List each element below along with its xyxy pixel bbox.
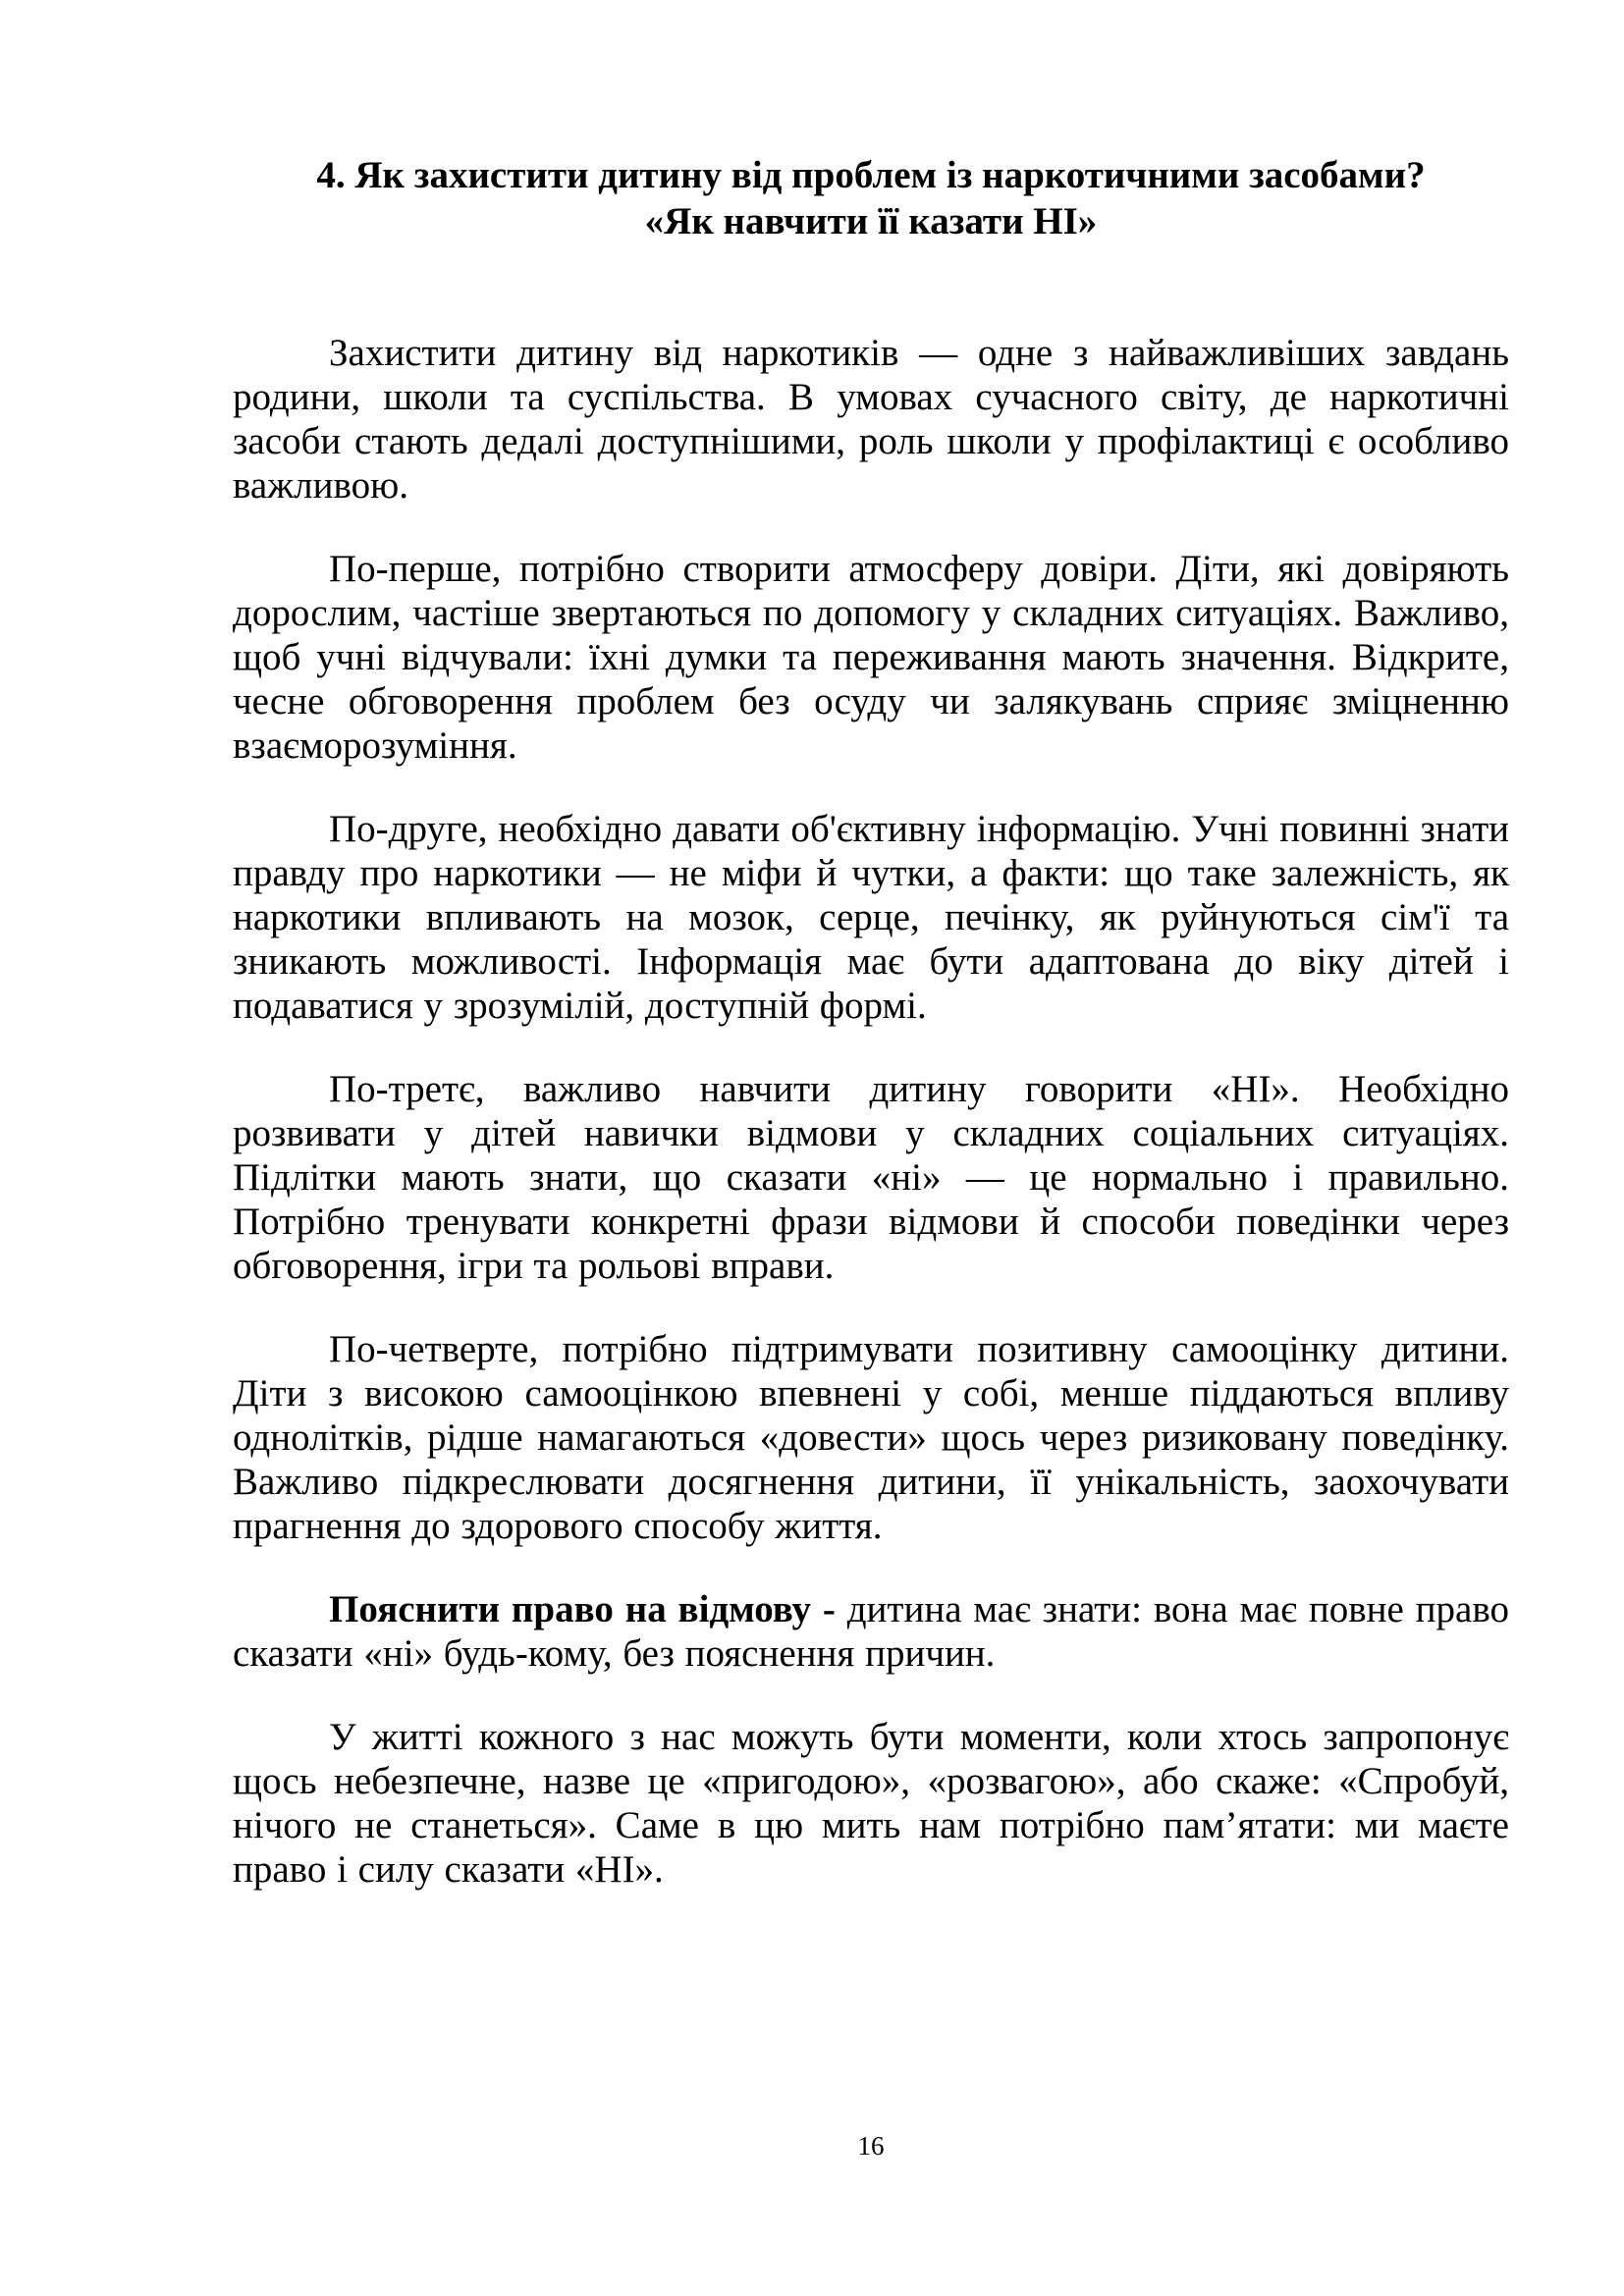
page-content	[233, 152, 1509, 1931]
paragraph-7: У житті кожного з нас можуть бути моменти, коли хтось запропонує щось небезпечне, назве це «пригодою», «розвагою», або скаже: «Спробуй, нічого не станеться». Саме в цю мить нам потрібно пам’ятати: ми маєте право і силу сказати «НІ».	[233, 1716, 1509, 1891]
paragraph-1: Захистити дитину від наркотиків — одне з найважливіших завдань родини, школи та суспільства. В умовах сучасного світу, де наркотичні засоби стають дедалі доступнішими, роль школи у профілактиці є особливо важливою.	[233, 332, 1509, 507]
paragraph-6-bold-lead: Пояснити право на відмову -	[329, 1588, 836, 1630]
paragraph-6-rest: дитина має знати: вона має повне право сказати «ні» будь-кому, без пояснення причин.	[233, 1588, 1510, 1675]
paragraph-3: По-друге, необхідно давати об'єктивну інформацію. Учні повинні знати правду про наркотики — не міфи й чутки, а факти: що таке залежність, як наркотики впливають на мозок, серце, печінку, як руйнуються сім'ї та зникають можливості. Інформація має бути адаптована до віку дітей і подаватися у зрозумілій, доступній формі.	[233, 808, 1509, 1027]
paragraph-5: По-четверте, потрібно підтримувати позитивну самооцінку дитини. Діти з високою самооцінкою впевнені у собі, менше піддаються впливу однолітків, рідше намагаються «довести» щось через ризиковану поведінку. Важливо підкреслювати досягнення дитини, її унікальність, заохочувати прагнення до здорового способу життя.	[233, 1328, 1509, 1547]
document-title-line-1: 4. Як захистити дитину від проблем із наркотичними засобами?	[316, 154, 1426, 196]
paragraph-6	[233, 1587, 1509, 1676]
paragraph-4: По-третє, важливо навчити дитину говорити «НІ». Необхідно розвивати у дітей навички відмови у складних соціальних ситуаціях. Підлітки мають знати, що сказати «ні» — це нормально і правильно. Потрібно тренувати конкретні фрази відмови й способи поведінки через обговорення, ігри та рольові вправи.	[233, 1068, 1509, 1287]
page-number: 16	[857, 2131, 885, 2161]
document-title	[233, 152, 1509, 244]
document-title-line-2: «Як навчити її казати НІ»	[644, 200, 1098, 242]
paragraph-2: По-перше, потрібно створити атмосферу довіри. Діти, які довіряють дорослим, частіше звертаються по допомогу у складних ситуаціях. Важливо, щоб учні відчували: їхні думки та переживання мають значення. Відкрите, чесне обговорення проблем без осуду чи залякувань сприяє зміцненню взаєморозуміння.	[233, 548, 1509, 767]
